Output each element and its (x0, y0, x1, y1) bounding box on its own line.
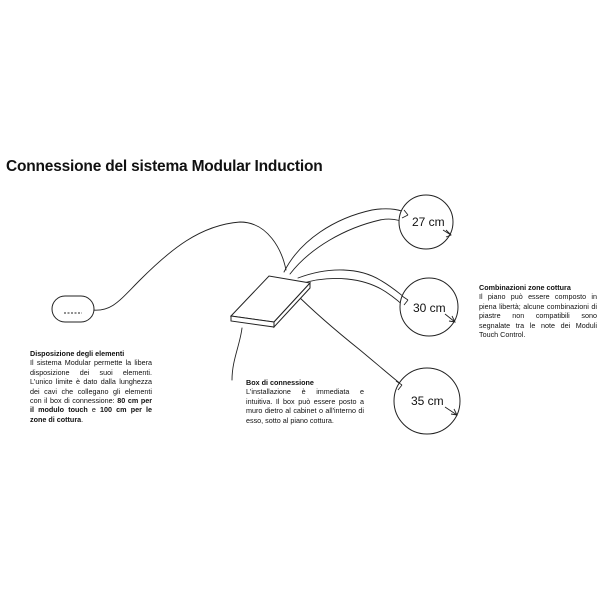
cooking-zone-35 (394, 368, 460, 434)
cooking-zone-30 (400, 278, 458, 336)
note-element-layout-connector: e (87, 405, 101, 415)
note-element-layout-text (30, 358, 152, 424)
cable-power (232, 328, 242, 380)
note-element-layout-heading: Disposizione degli elementi (30, 349, 125, 358)
zone-35-label: 35 cm (411, 394, 444, 408)
cable-zone-30b (300, 278, 408, 310)
note-element-layout-touch-length: 80 cm per il modulo touch (30, 396, 153, 415)
note-element-layout-body: Il sistema Modular permette la libera disposizione dei suoi elementi. L'unico limite è dato dalla lunghezza dei cavi che collegano gli elementi con il box di connessione: (30, 358, 152, 406)
note-zone-combinations-heading: Combinazioni zone cottura (479, 283, 571, 292)
note-zone-combinations-text: Il piano può essere composto in piena libertà; alcune combinazioni di piastre non compatibili sono segnalate tra le note dei Moduli Touch Control. (479, 292, 597, 340)
note-connection-box-heading: Box di connessione (246, 378, 314, 387)
note-element-layout-zone-length: 100 cm per le zone di cottura (30, 405, 152, 424)
zone-27-label: 27 cm (412, 215, 445, 229)
note-connection-box-text: L'installazione è immediata e intuitiva. Il box può essere posto a muro dietro al cabinet o all'interno di esso, sotto al piano cottura. (246, 387, 364, 425)
cable-zone-35 (294, 292, 402, 385)
note-zone-combinations (479, 283, 597, 339)
cooking-zone-27 (399, 195, 453, 249)
note-connection-box (246, 378, 364, 425)
connection-box (231, 276, 310, 327)
page-title: Connessione del sistema Modular Induction (6, 158, 323, 175)
note-element-layout-end: . (81, 414, 84, 424)
cable-zone-27 (284, 209, 408, 272)
touch-module (52, 296, 94, 322)
note-element-layout (30, 349, 152, 424)
zone-30-label: 30 cm (413, 301, 446, 315)
cable-zone-27b (290, 219, 410, 274)
